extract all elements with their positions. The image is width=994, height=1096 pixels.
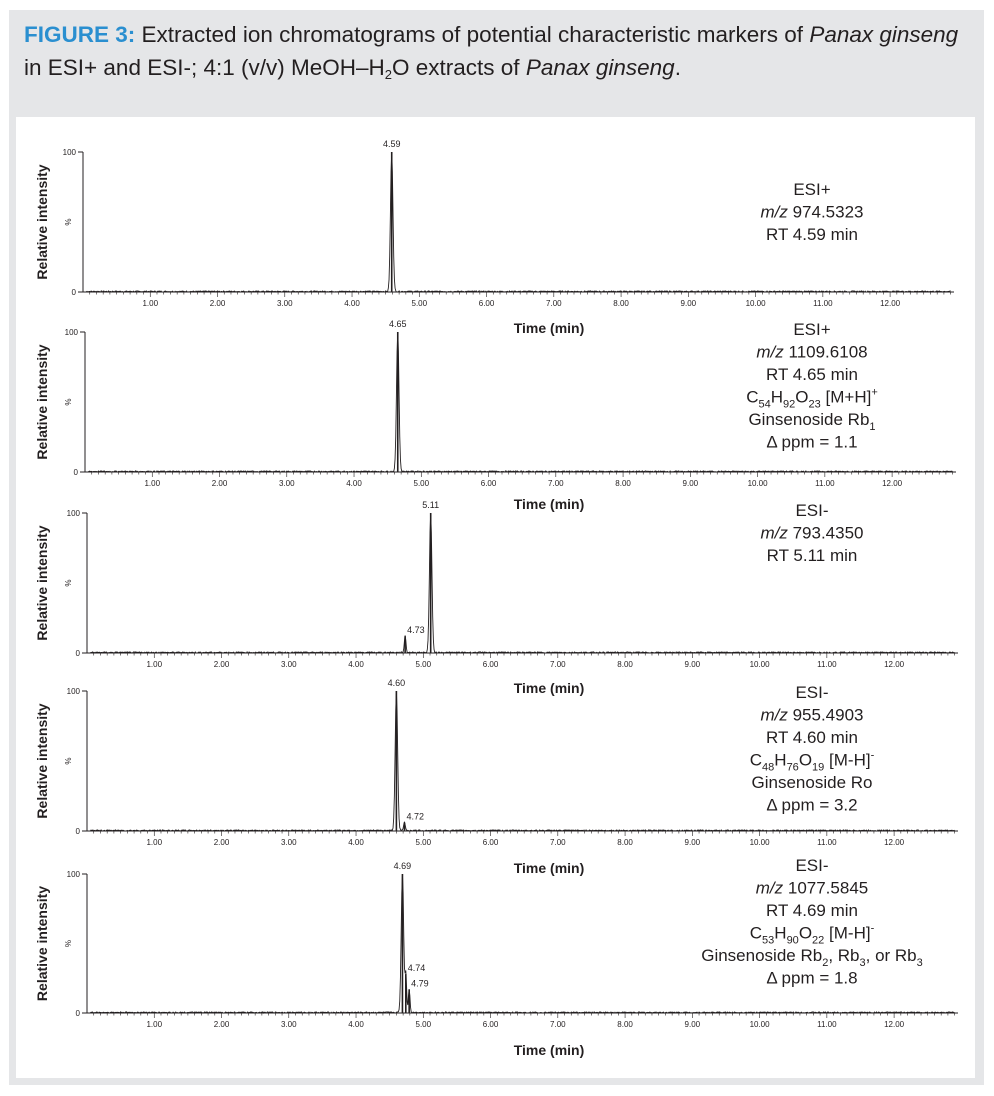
annotation-line bbox=[701, 946, 923, 969]
annotation-segment: m/z bbox=[760, 705, 788, 725]
annotation-segment: m/z bbox=[756, 342, 784, 362]
annotation-segment: [M-H] bbox=[824, 923, 871, 943]
annotation-segment: 3 bbox=[916, 957, 923, 969]
x-tick-label: 3.00 bbox=[280, 1020, 297, 1029]
peak-label: 4.74 bbox=[407, 963, 426, 974]
annotation-segment: H bbox=[770, 387, 784, 407]
x-tick-label: 7.00 bbox=[548, 479, 564, 488]
x-tick-marks bbox=[94, 1013, 955, 1018]
annotation-line bbox=[795, 683, 828, 702]
x-tick-label: 3.00 bbox=[278, 479, 295, 488]
y-tick-label: 100 bbox=[62, 148, 76, 157]
x-tick-label: 4.00 bbox=[346, 479, 362, 488]
annotation-line bbox=[766, 433, 857, 452]
x-tick-label: 9.00 bbox=[682, 479, 699, 488]
x-tick-label: 11.00 bbox=[813, 299, 833, 308]
x-tick-label: 9.00 bbox=[684, 838, 701, 847]
x-tick-label: 7.00 bbox=[546, 299, 562, 308]
y-tick-label: 100 bbox=[66, 870, 80, 879]
annotation-segment: [M+H] bbox=[820, 387, 872, 407]
annotation-segment: RT 4.59 min bbox=[766, 225, 858, 244]
annotation-line bbox=[752, 773, 873, 792]
x-tick-label: 1.00 bbox=[146, 1020, 163, 1029]
x-tick-label: 11.00 bbox=[815, 479, 835, 488]
annotation-segment: ESI- bbox=[795, 856, 829, 875]
x-tick-label: 5.00 bbox=[415, 660, 432, 669]
annotation-segment: Δ ppm = 1.1 bbox=[766, 432, 858, 452]
caption-species: Panax ginseng bbox=[525, 55, 675, 80]
chromatogram-3 bbox=[34, 500, 958, 696]
peak-label: 4.73 bbox=[407, 625, 425, 636]
x-tick-label: 4.00 bbox=[348, 1020, 364, 1029]
x-tick-label: 8.00 bbox=[617, 838, 633, 847]
annotation-line bbox=[756, 343, 867, 362]
x-tick-label: 11.00 bbox=[817, 838, 837, 847]
y-axis-unit: % bbox=[64, 757, 73, 765]
y-axis-unit: % bbox=[64, 398, 73, 406]
annotation-line bbox=[793, 320, 830, 339]
x-tick-label: 1.00 bbox=[146, 660, 163, 669]
x-tick-label: 11.00 bbox=[817, 1020, 837, 1029]
annotation-segment: , Rb bbox=[828, 946, 860, 965]
annotation-segment: 1109.6108 bbox=[783, 342, 868, 362]
annotation-segment: 2 bbox=[822, 957, 829, 969]
annotation-line bbox=[766, 365, 858, 384]
annotation-line bbox=[766, 901, 858, 920]
y-axis-label: Relative intensity bbox=[34, 164, 50, 280]
annotation-segment: 54 bbox=[758, 398, 771, 411]
x-tick-label: 7.00 bbox=[550, 660, 566, 669]
y-tick-label: 0 bbox=[75, 649, 80, 658]
annotation-segment: RT 4.60 min bbox=[766, 728, 858, 747]
x-tick-label: 10.00 bbox=[749, 1020, 770, 1029]
x-tick-label: 4.00 bbox=[348, 660, 364, 669]
annotation-segment: Δ ppm = 3.2 bbox=[766, 795, 858, 815]
x-tick-marks bbox=[94, 653, 955, 658]
annotation-line bbox=[766, 969, 857, 988]
y-tick-label: 0 bbox=[73, 468, 78, 477]
y-tick-label: 0 bbox=[75, 1009, 80, 1018]
annotation-segment: m/z bbox=[760, 523, 788, 543]
x-tick-label: 1.00 bbox=[144, 479, 161, 488]
x-tick-label: 6.00 bbox=[482, 838, 499, 847]
annotation-line bbox=[767, 546, 858, 565]
annotation-segment: 955.4903 bbox=[787, 705, 864, 725]
x-tick-label: 6.00 bbox=[482, 1020, 499, 1029]
peak-label: 4.65 bbox=[388, 319, 407, 329]
x-tick-label: 4.00 bbox=[348, 838, 364, 847]
x-tick-label: 6.00 bbox=[480, 479, 497, 488]
x-tick-label: 8.00 bbox=[615, 479, 631, 488]
x-tick-label: 12.00 bbox=[880, 299, 901, 308]
y-tick-label: 100 bbox=[66, 509, 80, 518]
annotation-segment: C bbox=[749, 750, 763, 770]
y-axis-unit: % bbox=[64, 939, 73, 948]
caption-text: O extracts of bbox=[392, 55, 520, 80]
annotation-segment: 19 bbox=[812, 761, 825, 774]
x-axis-label: Time (min) bbox=[513, 860, 585, 876]
peak-label: 4.72 bbox=[406, 811, 424, 822]
x-tick-label: 1.00 bbox=[146, 838, 163, 847]
caption-species: Panax ginseng bbox=[809, 22, 959, 47]
y-axis-label: Relative intensity bbox=[34, 703, 50, 819]
annotation-segment: 76 bbox=[786, 761, 799, 774]
y-axis-label: Relative intensity bbox=[34, 525, 50, 641]
y-tick-label: 0 bbox=[75, 827, 80, 836]
annotation-segment: m/z bbox=[755, 878, 784, 898]
annotation-segment: Δ ppm = 1.8 bbox=[766, 968, 858, 988]
x-axis-label: Time (min) bbox=[513, 1042, 585, 1058]
chromatogram-2 bbox=[34, 319, 956, 512]
x-tick-label: 11.00 bbox=[817, 660, 837, 669]
annotation-segment: 92 bbox=[783, 398, 796, 411]
annotation-line bbox=[795, 501, 828, 520]
annotation-line bbox=[760, 203, 863, 222]
chromatogram-trace bbox=[86, 152, 950, 292]
caption-subscript: 2 bbox=[384, 67, 392, 82]
x-tick-label: 12.00 bbox=[884, 1020, 905, 1029]
annotation-segment: 22 bbox=[812, 934, 825, 947]
annotation-segment: - bbox=[870, 749, 875, 762]
annotation-segment: m/z bbox=[760, 202, 788, 222]
annotation-line bbox=[760, 706, 863, 725]
annotation-line bbox=[793, 180, 830, 199]
x-tick-label: 8.00 bbox=[617, 1020, 633, 1029]
x-tick-label: 9.00 bbox=[684, 1020, 701, 1029]
x-tick-label: 2.00 bbox=[213, 1020, 230, 1029]
annotation-line bbox=[746, 387, 878, 411]
peak-label: 4.59 bbox=[382, 139, 401, 149]
annotation-segment: O bbox=[798, 923, 813, 943]
annotation-segment: H bbox=[774, 750, 787, 770]
annotation-segment: 974.5323 bbox=[787, 202, 864, 222]
annotation-line bbox=[766, 225, 858, 244]
annotation-line bbox=[750, 750, 875, 774]
x-tick-label: 3.00 bbox=[280, 660, 297, 669]
y-axis-label: Relative intensity bbox=[34, 885, 50, 1002]
x-tick-label: 7.00 bbox=[550, 838, 566, 847]
annotation-segment: , or Rb bbox=[865, 946, 917, 965]
x-tick-label: 4.00 bbox=[344, 299, 360, 308]
annotation-segment: C bbox=[749, 923, 763, 943]
annotation-segment: 23 bbox=[808, 398, 821, 411]
x-tick-label: 3.00 bbox=[280, 838, 297, 847]
annotation-segment: ESI+ bbox=[793, 180, 831, 199]
x-tick-label: 10.00 bbox=[749, 838, 770, 847]
chromatogram-stack bbox=[16, 117, 975, 1078]
annotation-line bbox=[766, 728, 858, 747]
annotation-segment: ESI- bbox=[795, 683, 829, 702]
peak-label: 5.11 bbox=[422, 500, 440, 510]
chromatogram-4 bbox=[34, 678, 958, 876]
annotation-segment: 3 bbox=[859, 957, 866, 969]
annotation-segment: [M-H] bbox=[824, 750, 871, 770]
caption-text: Extracted ion chromatograms of potential characteristic markers of bbox=[141, 22, 804, 47]
x-tick-label: 9.00 bbox=[680, 299, 697, 308]
y-axis-unit: % bbox=[64, 579, 73, 587]
annotation-line bbox=[748, 410, 875, 433]
annotation-segment: 53 bbox=[762, 934, 775, 947]
y-axis-unit: % bbox=[64, 218, 73, 226]
annotation-segment: + bbox=[871, 386, 878, 399]
x-tick-label: 5.00 bbox=[413, 479, 430, 488]
x-tick-label: 7.00 bbox=[550, 1020, 566, 1029]
x-tick-label: 5.00 bbox=[415, 1020, 432, 1029]
annotation-line bbox=[795, 856, 828, 875]
annotation-segment: 90 bbox=[786, 934, 799, 947]
figure-caption bbox=[24, 18, 974, 84]
annotation-line bbox=[760, 524, 863, 543]
chromatogram-1 bbox=[34, 139, 954, 336]
x-tick-label: 6.00 bbox=[478, 299, 495, 308]
annotation-line bbox=[766, 796, 857, 815]
annotation-segment: 48 bbox=[762, 761, 775, 774]
x-axis-label: Time (min) bbox=[513, 496, 585, 512]
x-tick-label: 12.00 bbox=[884, 838, 905, 847]
x-tick-label: 6.00 bbox=[482, 660, 499, 669]
x-tick-label: 12.00 bbox=[882, 479, 903, 488]
x-tick-label: 10.00 bbox=[749, 660, 770, 669]
y-axis-label: Relative intensity bbox=[34, 344, 50, 460]
annotation-segment: RT 4.65 min bbox=[766, 365, 858, 384]
annotation-segment: O bbox=[795, 387, 809, 407]
x-tick-label: 10.00 bbox=[747, 479, 768, 488]
annotation-segment: ESI- bbox=[795, 501, 829, 520]
y-tick-label: 100 bbox=[66, 687, 80, 696]
x-tick-label: 2.00 bbox=[213, 838, 230, 847]
annotation-segment: C bbox=[746, 387, 759, 407]
x-tick-label: 12.00 bbox=[884, 660, 905, 669]
x-tick-label: 1.00 bbox=[142, 299, 159, 308]
x-axis-label: Time (min) bbox=[513, 680, 585, 696]
annotation-line bbox=[750, 923, 875, 947]
x-tick-label: 8.00 bbox=[617, 660, 633, 669]
annotation-segment: Ginsenoside Rb bbox=[701, 946, 823, 965]
annotation-segment: RT 4.69 min bbox=[766, 901, 858, 920]
x-axis-label: Time (min) bbox=[513, 320, 585, 336]
annotation-line bbox=[756, 879, 868, 898]
annotation-segment: 1077.5845 bbox=[783, 878, 869, 898]
annotation-segment: 1 bbox=[869, 421, 876, 433]
x-tick-label: 5.00 bbox=[411, 299, 428, 308]
annotation-segment: H bbox=[774, 923, 787, 943]
x-tick-label: 10.00 bbox=[745, 299, 766, 308]
caption-text: . bbox=[674, 55, 681, 80]
annotation-segment: 793.4350 bbox=[787, 523, 864, 543]
peak-label: 4.60 bbox=[387, 678, 406, 688]
x-tick-label: 2.00 bbox=[209, 299, 226, 308]
y-tick-label: 0 bbox=[71, 288, 76, 297]
annotation-segment: RT 5.11 min bbox=[766, 546, 858, 565]
chart-panel bbox=[16, 117, 975, 1078]
annotation-segment: Ginsenoside Ro bbox=[751, 773, 873, 792]
x-tick-label: 2.00 bbox=[213, 660, 230, 669]
figure-label: FIGURE 3: bbox=[24, 22, 136, 47]
caption-text: in ESI+ and ESI-; 4:1 (v/v) MeOH–H bbox=[24, 55, 385, 80]
annotation-segment: ESI+ bbox=[793, 320, 831, 339]
peak-label: 4.79 bbox=[411, 978, 429, 989]
x-tick-marks bbox=[94, 831, 955, 836]
x-tick-marks bbox=[90, 292, 951, 297]
peak-label: 4.69 bbox=[393, 861, 412, 871]
x-tick-label: 2.00 bbox=[211, 479, 228, 488]
y-tick-label: 100 bbox=[64, 328, 78, 337]
x-tick-marks bbox=[92, 472, 953, 477]
x-tick-label: 9.00 bbox=[684, 660, 701, 669]
annotation-segment: O bbox=[798, 750, 813, 770]
x-tick-label: 8.00 bbox=[613, 299, 629, 308]
chromatogram-5 bbox=[34, 856, 958, 1058]
annotation-segment: - bbox=[870, 922, 875, 935]
x-tick-label: 3.00 bbox=[276, 299, 293, 308]
annotation-segment: Ginsenoside Rb bbox=[748, 410, 870, 429]
x-tick-label: 5.00 bbox=[415, 838, 432, 847]
